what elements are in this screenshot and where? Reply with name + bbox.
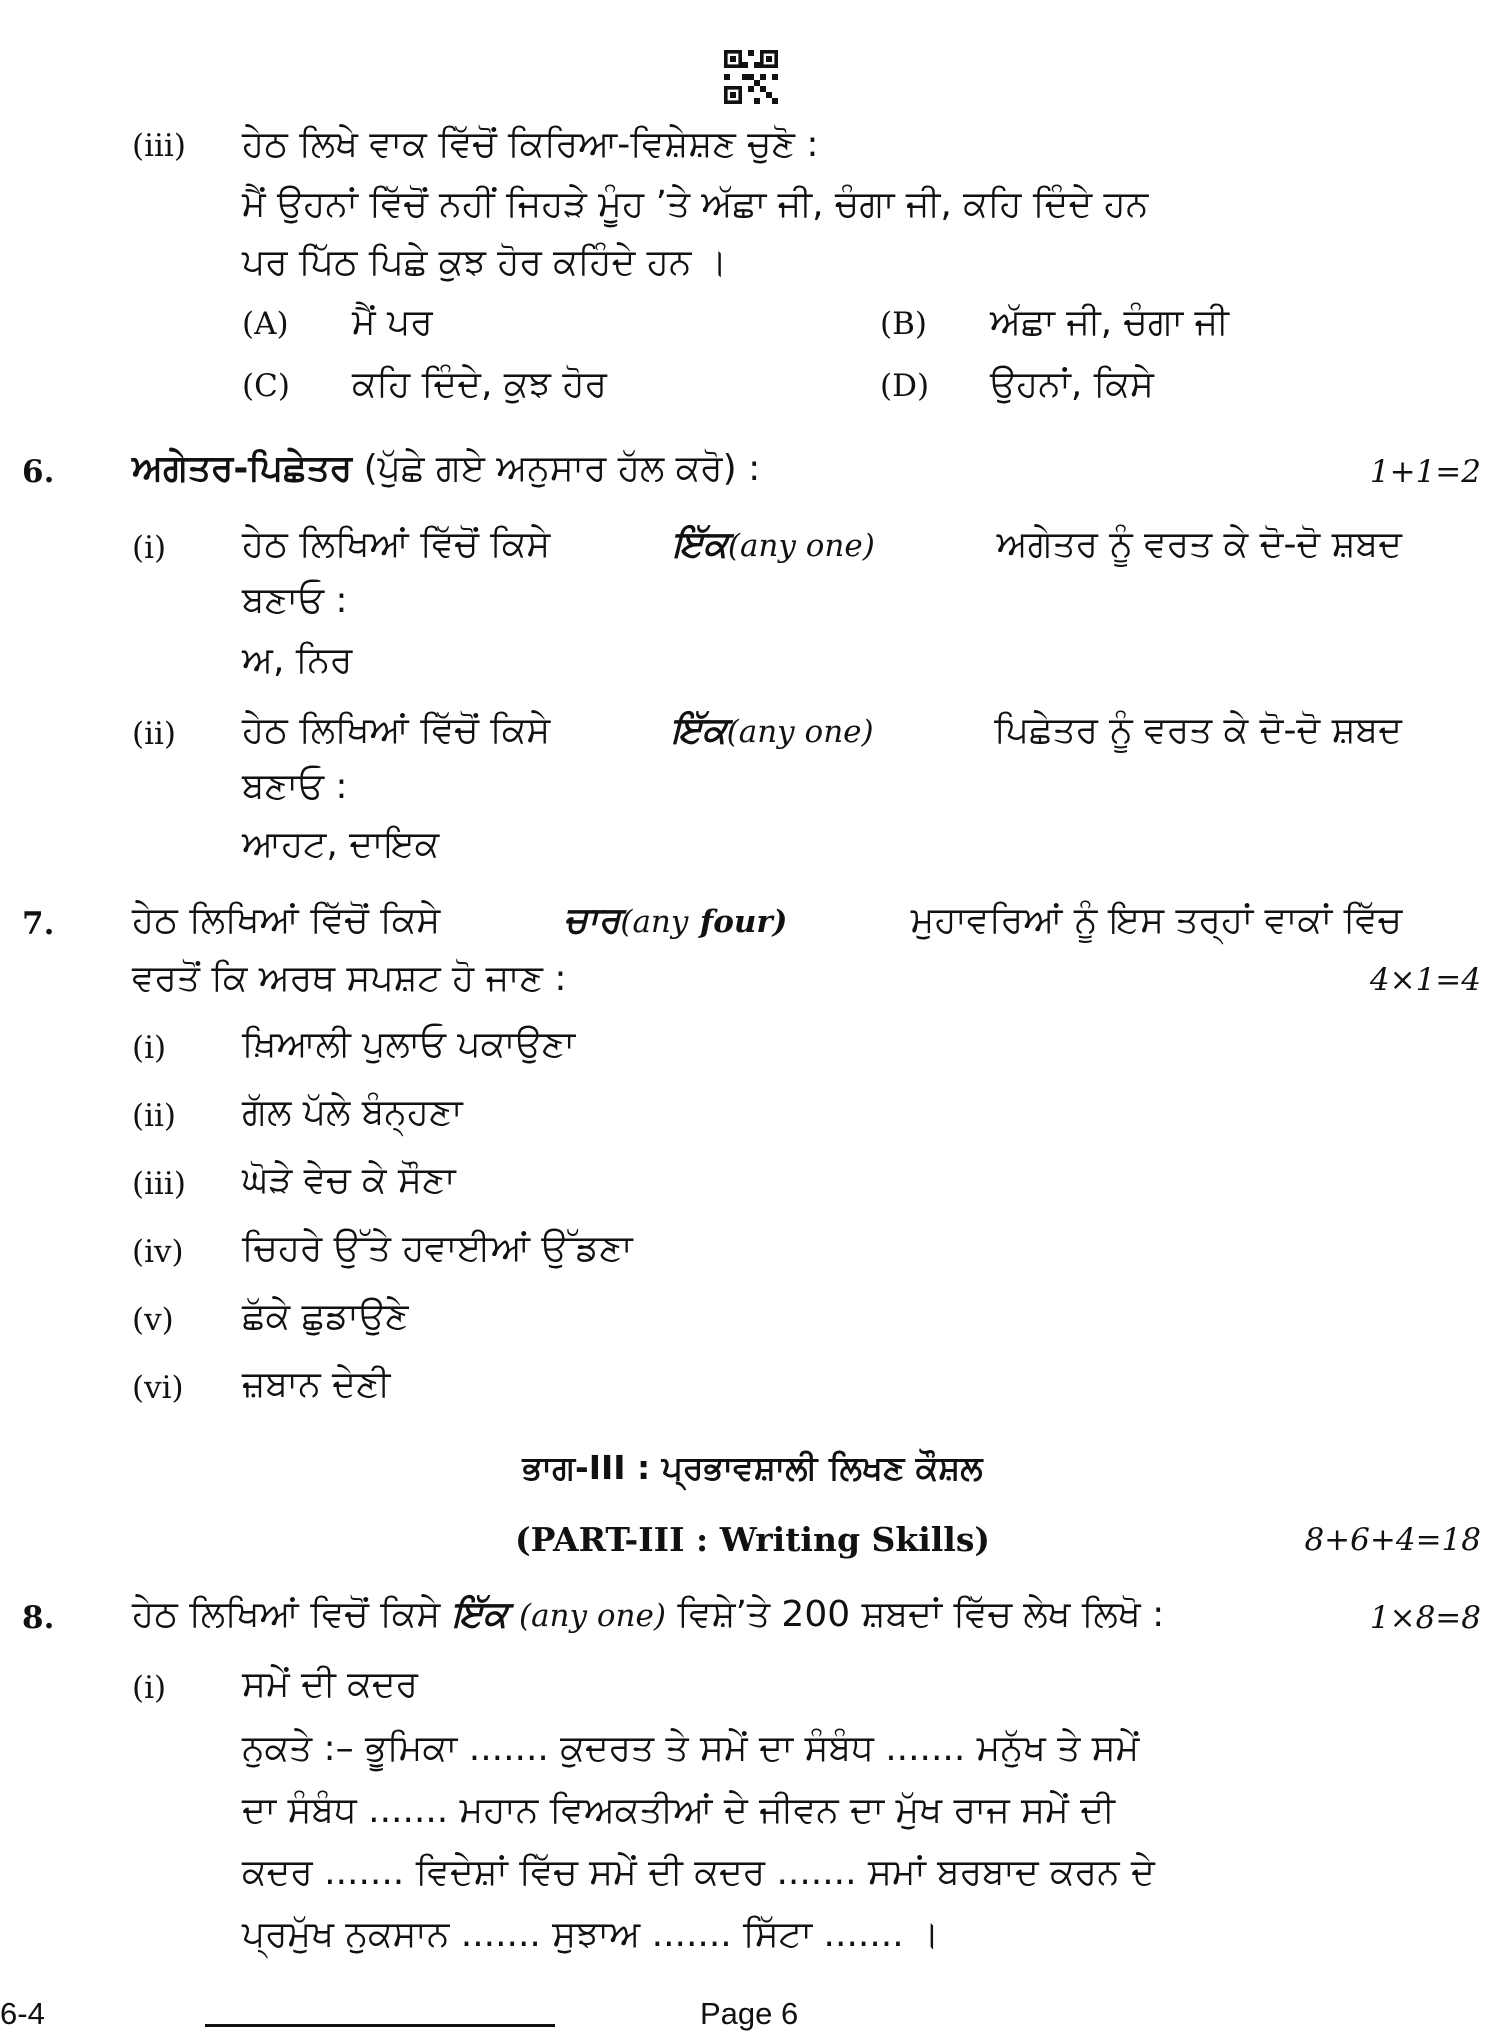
part3-heading-en: (PART-III : Writing Skills) <box>514 1520 991 1559</box>
q6-i-items: ਅ, ਨਿਰ <box>242 640 353 681</box>
q6-title <box>132 448 760 490</box>
q7-post: ਮੁਹਾਵਰਿਆਂ ਨੂੰ ਇਸ ਤਰ੍ਹਾਂ ਵਾਕਾਂ ਵਿੱਚ <box>910 900 1402 941</box>
q6-ii-emph <box>671 710 874 752</box>
q7-item-label: (ii) <box>132 1098 177 1134</box>
q6-i-bold: ਇੱਕ <box>672 524 728 565</box>
q8-i-points-line2: ਦਾ ਸੰਬੰਧ ....... ਮਹਾਨ ਵਿਅਕਤੀਆਂ ਦੇ ਜੀਵਨ ਦਾ ਮੁੱਖ ਰਾਜ ਸਮੇਂ ਦੀ <box>242 1790 1115 1831</box>
q5-option-b-text: ਅੱਛਾ ਜੀ, ਚੰਗਾ ਜੀ <box>990 302 1229 343</box>
q5-option-d-label: (D) <box>880 368 930 404</box>
q5-iii-prompt: ਹੇਠ ਲਿਖੇ ਵਾਕ ਵਿੱਚੋਂ ਕਿਰਿਆ-ਵਿਸ਼ੇਸ਼ਣ ਚੁਣੋ : <box>242 124 819 165</box>
q6-title-rest: (ਪੁੱਛੇ ਗਏ ਅਨੁਸਾਰ ਹੱਲ ਕਰੋ) : <box>363 448 761 489</box>
q8-i-points-line4: ਪ੍ਰਮੁੱਖ ਨੁਕਸਾਨ ....... ਸੁਝਾਅ ....... ਸਿੱਟਾ ....... । <box>242 1914 940 1955</box>
q6-ii-line1 <box>242 710 1402 752</box>
q7-item-label: (v) <box>132 1302 174 1338</box>
q6-i-label: (i) <box>132 530 167 566</box>
q5-option-a-text: ਮੈਂ ਪਰ <box>352 302 433 343</box>
part3-heading-pa: ਭਾਗ-III : ਪ੍ਰਭਾਵਸ਼ਾਲੀ ਲਿਖਣ ਕੌਸ਼ਲ <box>522 1448 983 1487</box>
q6-number: 6. <box>22 454 55 490</box>
q5-option-c-label: (C) <box>242 368 290 404</box>
q7-item-label: (i) <box>132 1030 167 1066</box>
q6-i-en: (any one) <box>727 528 875 564</box>
q6-ii-line2: ਬਣਾਓ : <box>242 766 348 807</box>
q8-i-points-line1: ਨੁਕਤੇ :– ਭੂਮਿਕਾ ....... ਕੁਦਰਤ ਤੇ ਸਮੇਂ ਦਾ ਸੰਬੰਧ ....... ਮਨੁੱਖ ਤੇ ਸਮੇਂ <box>242 1728 1140 1769</box>
q8-en: (any one) <box>518 1598 666 1634</box>
q6-i-emph <box>672 524 875 566</box>
q7-item-text: ਛੱਕੇ ਛੁਡਾਉਣੇ <box>242 1296 409 1337</box>
q5-option-a-label: (A) <box>242 306 289 342</box>
q8-number: 8. <box>22 1600 55 1636</box>
q6-ii-post: ਪਿਛੇਤਰ ਨੂੰ ਵਰਤ ਕੇ ਦੋ-ਦੋ ਸ਼ਬਦ <box>994 710 1402 751</box>
q5-iii-sentence-line2: ਪਰ ਪਿੱਠ ਪਿਛੇ ਕੁਝ ਹੋਰ ਕਹਿੰਦੇ ਹਨ । <box>242 242 728 283</box>
q7-item-label: (iv) <box>132 1234 184 1270</box>
q8-post: ਵਿਸ਼ੇ’ਤੇ 200 ਸ਼ਬਦਾਂ ਵਿੱਚ ਲੇਖ ਲਿਖੋ : <box>677 1594 1165 1635</box>
q6-ii-items: ਆਹਟ, ਦਾਇਕ <box>242 824 440 865</box>
q8-line1 <box>132 1594 1164 1636</box>
q7-marks: 4×1=4 <box>1369 962 1481 998</box>
q7-item-label: (vi) <box>132 1370 184 1406</box>
q7-item-text: ਗੱਲ ਪੱਲੇ ਬੰਨ੍ਹਣਾ <box>242 1092 463 1133</box>
q6-i-line2: ਬਣਾਓ : <box>242 580 348 621</box>
q7-pre: ਹੇਠ ਲਿਖਿਆਂ ਵਿੱਚੋਂ ਕਿਸੇ <box>132 900 441 941</box>
q6-marks: 1+1=2 <box>1369 454 1481 490</box>
q6-ii-en: (any one) <box>726 714 874 750</box>
footer-page-number: Page 6 <box>700 1996 799 2031</box>
q8-i-points-line3: ਕਦਰ ....... ਵਿਦੇਸ਼ਾਂ ਵਿੱਚ ਸਮੇਂ ਦੀ ਕਦਰ ....... ਸਮਾਂ ਬਰਬਾਦ ਕਰਨ ਦੇ <box>242 1852 1155 1893</box>
q7-line1 <box>132 900 1402 942</box>
q7-item-text: ਘੋੜੇ ਵੇਚ ਕੇ ਸੌਣਾ <box>242 1160 456 1201</box>
q6-i-post: ਅਗੇਤਰ ਨੂੰ ਵਰਤ ਕੇ ਦੋ-ਦੋ ਸ਼ਬਦ <box>996 524 1402 565</box>
q8-bold: ਇੱਕ <box>451 1594 508 1635</box>
q7-item-text: ਖ਼ਿਆਲੀ ਪੁਲਾਓ ਪਕਾਉਣਾ <box>242 1024 576 1065</box>
q8-i-label: (i) <box>132 1670 167 1706</box>
part3-marks: 8+6+4=18 <box>1304 1522 1481 1558</box>
q5-option-b-label: (B) <box>880 306 927 342</box>
q6-i-line1 <box>242 524 1402 566</box>
q6-ii-bold: ਇੱਕ <box>670 710 727 751</box>
q6-ii-pre: ਹੇਠ ਲਿਖਿਆਂ ਵਿੱਚੋਂ ਕਿਸੇ <box>242 710 551 751</box>
q6-ii-label: (ii) <box>132 716 177 752</box>
qr-code-icon <box>724 50 778 104</box>
q7-number: 7. <box>22 906 55 942</box>
q7-en-any: (any <box>620 904 689 940</box>
q7-bold: ਚਾਰ <box>563 900 621 941</box>
q5-iii-label: (iii) <box>132 128 186 164</box>
q8-marks: 1×8=8 <box>1369 1600 1481 1636</box>
q6-title-bold: ਅਗੇਤਰ-ਪਿਛੇਤਰ <box>132 448 353 489</box>
q6-i-pre: ਹੇਠ ਲਿਖਿਆਂ ਵਿੱਚੋਂ ਕਿਸੇ <box>242 524 551 565</box>
q5-iii-sentence-line1: ਮੈਂ ਉਹਨਾਂ ਵਿੱਚੋਂ ਨਹੀਂ ਜਿਹੜੇ ਮੂੰਹ ’ਤੇ ਅੱਛਾ ਜੀ, ਚੰਗਾ ਜੀ, ਕਹਿ ਦਿੰਦੇ ਹਨ <box>242 184 1149 225</box>
q7-emph <box>563 900 787 942</box>
footer-code: 6-4 <box>0 1996 45 2031</box>
footer-rule <box>205 2024 555 2027</box>
q7-line2: ਵਰਤੋਂ ਕਿ ਅਰਥ ਸਪਸ਼ਟ ਹੋ ਜਾਣ : <box>132 958 567 999</box>
q7-en-four: four) <box>699 904 788 940</box>
q5-option-d-text: ਉਹਨਾਂ, ਕਿਸੇ <box>990 364 1154 405</box>
q7-item-text: ਜ਼ਬਾਨ ਦੇਣੀ <box>242 1364 391 1405</box>
q8-i-title: ਸਮੇਂ ਦੀ ਕਦਰ <box>242 1664 418 1705</box>
q7-item-text: ਚਿਹਰੇ ਉੱਤੇ ਹਵਾਈਆਂ ਉੱਡਣਾ <box>242 1228 633 1269</box>
q5-option-c-text: ਕਹਿ ਦਿੰਦੇ, ਕੁਝ ਹੋਰ <box>352 364 607 405</box>
q7-item-label: (iii) <box>132 1166 186 1202</box>
q8-pre: ਹੇਠ ਲਿਖਿਆਂ ਵਿਚੋਂ ਕਿਸੇ <box>132 1594 441 1635</box>
